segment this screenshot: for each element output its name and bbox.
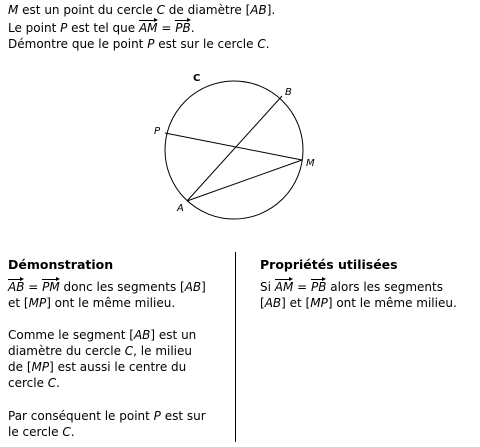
demo-text: ] est un xyxy=(150,328,197,342)
segment-mp-symbol: MP xyxy=(31,360,50,374)
segment-ab-symbol: AB xyxy=(250,3,267,17)
point-p-symbol: P xyxy=(60,21,68,35)
vector-pb xyxy=(311,280,326,295)
column-divider xyxy=(235,252,236,442)
segment-am xyxy=(187,160,302,201)
circle-c-symbol: C xyxy=(156,3,165,17)
circle-c-symbol: C xyxy=(47,376,57,390)
vector-pb-label: PB xyxy=(175,21,191,35)
point-m-label: M xyxy=(306,158,315,169)
vector-arrow-icon xyxy=(275,278,294,282)
prop-text: [ xyxy=(260,296,265,310)
demo-p2-line-3 xyxy=(8,360,186,375)
demo-text: ] ont le même milieu. xyxy=(46,296,176,310)
demo-text: diamètre du cercle xyxy=(8,344,125,358)
statement-text: Démontre que le point xyxy=(8,37,148,51)
statement-text: . xyxy=(190,21,195,35)
demo-text: ] xyxy=(201,280,206,294)
vector-arrow-icon xyxy=(42,278,60,282)
vector-pb-label: PB xyxy=(311,280,327,294)
prop-text: ] ont le même milieu. xyxy=(327,296,457,310)
point-p-symbol: P xyxy=(153,409,161,423)
demo-text: . xyxy=(70,425,75,439)
prop-text: ] et [ xyxy=(281,296,311,310)
demo-p3-line-2 xyxy=(8,425,75,440)
demonstration-title: Démonstration xyxy=(8,257,114,272)
demo-text: et [ xyxy=(8,296,29,310)
properties-title: Propriétés utilisées xyxy=(260,257,398,272)
equals-sign: = xyxy=(24,280,43,294)
statement-text: . xyxy=(265,37,270,51)
statement-text: est tel que xyxy=(67,21,139,35)
statement-text: est sur le cercle xyxy=(154,37,258,51)
vector-pm xyxy=(42,280,60,295)
point-m-symbol: M xyxy=(8,3,19,17)
demo-p1-line-1 xyxy=(8,280,206,295)
demo-p2-line-2 xyxy=(8,344,192,359)
point-b-label: B xyxy=(285,87,292,98)
demo-text: est sur xyxy=(160,409,206,423)
statement-text: est un point du cercle xyxy=(18,3,157,17)
segment-pm xyxy=(165,133,302,160)
vector-am-label: AM xyxy=(138,21,158,35)
circle-c-symbol: C xyxy=(62,425,71,439)
circle-c-symbol: C xyxy=(124,344,134,358)
demo-p2-line-1 xyxy=(8,328,196,343)
circle-c xyxy=(165,81,303,219)
prop-text: alors les segments xyxy=(326,280,443,294)
demo-text: donc les segments [ xyxy=(59,280,185,294)
segment-ab-symbol: AB xyxy=(264,296,282,310)
properties-line-2 xyxy=(260,296,457,311)
equals-sign: = xyxy=(157,21,176,35)
vector-ab xyxy=(8,280,24,295)
segment-ab-symbol: AB xyxy=(184,280,202,294)
properties-line-1 xyxy=(260,280,443,295)
vector-ab-label: AB xyxy=(8,280,25,294)
segment-ab xyxy=(187,96,282,201)
demo-text: Comme le segment [ xyxy=(8,328,134,342)
demo-p2-line-4 xyxy=(8,376,60,391)
equals-sign: = xyxy=(293,280,312,294)
segment-ab-symbol: AB xyxy=(133,328,151,342)
vector-arrow-icon xyxy=(311,278,326,282)
demo-text: Par conséquent le point xyxy=(8,409,154,423)
statement-text: de diamètre [ xyxy=(164,3,251,17)
statement-text: Le point xyxy=(8,21,61,35)
statement-text: ]. xyxy=(266,3,276,17)
point-p-label: P xyxy=(154,126,161,137)
vector-am xyxy=(275,280,294,295)
segment-mp-symbol: MP xyxy=(28,296,47,310)
demo-text: , le milieu xyxy=(133,344,192,358)
circle-c-symbol: C xyxy=(257,37,266,51)
vector-am-label: AM xyxy=(274,280,294,294)
point-p-symbol: P xyxy=(147,37,155,51)
vector-pm-label: PM xyxy=(42,280,60,294)
demo-text: le cercle xyxy=(8,425,63,439)
segment-mp-symbol: MP xyxy=(310,296,328,310)
demo-text: . xyxy=(56,376,60,390)
demo-text: de [ xyxy=(8,360,32,374)
circle-c-label: C xyxy=(193,73,201,84)
demo-text: ] est aussi le centre du xyxy=(49,360,187,374)
demo-p1-line-2 xyxy=(8,296,175,311)
vector-arrow-icon xyxy=(8,278,24,282)
demo-text: cercle xyxy=(8,376,48,390)
prop-text: Si xyxy=(260,280,275,294)
point-a-label: A xyxy=(177,203,184,214)
demo-p3-line-1 xyxy=(8,409,206,424)
